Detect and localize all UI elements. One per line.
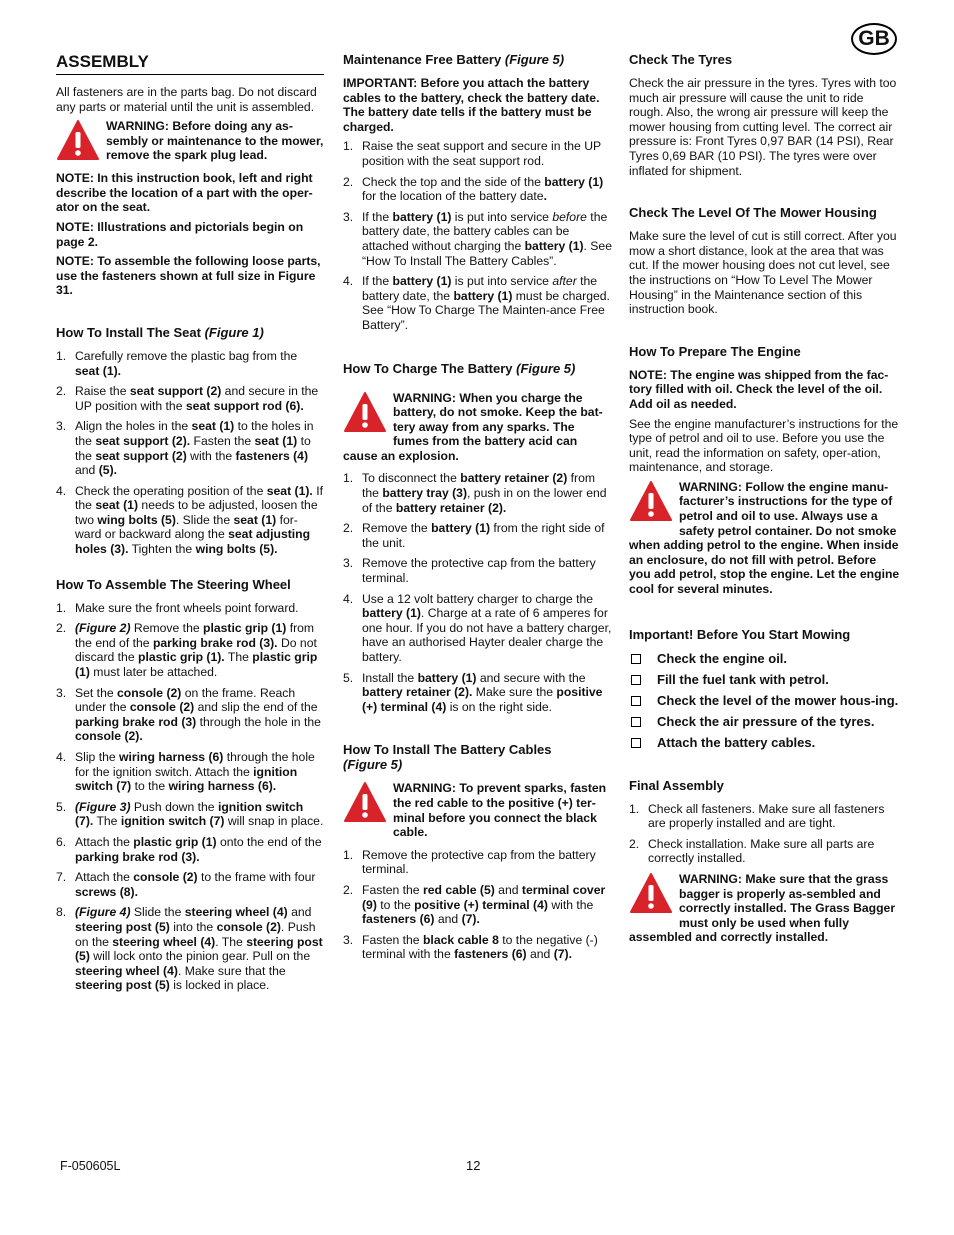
step-number: 5. xyxy=(56,799,67,814)
step-item: 8. (Figure 4) Slide the steering wheel (4) and steering post (5) into the console (2). Push on the steering wheel (4). The steering post (5) will lock onto the pinion gear. Pull on the steering wheel (4). Make sure that the steering post (5) is locked in place. xyxy=(56,905,323,993)
section-heading-cables: How To Install The Battery Cables (Figure 5) xyxy=(343,742,552,773)
step-number: 1. xyxy=(343,847,354,862)
checklist-item: Check the air pressure of the tyres. xyxy=(629,714,901,730)
step-number: 7. xyxy=(56,870,67,885)
checkbox-icon xyxy=(631,654,641,664)
section-heading-charge: How To Charge The Battery (Figure 5) xyxy=(343,360,576,376)
step-number: 1. xyxy=(629,801,640,816)
intro-text: All fasteners are in the parts bag. Do not discard any parts or material until the unit is assembled. xyxy=(56,85,317,114)
step-item: 2. Remove the battery (1) from the right side of the unit. xyxy=(343,521,605,550)
step-item: 2. Check installation. Make sure all parts are correctly installed. xyxy=(629,836,875,866)
checklist-item: Check the engine oil. xyxy=(629,651,901,667)
note-illustrations: NOTE: Illustrations and pictorials begin on page 2. xyxy=(56,219,304,249)
step-item: 3. Fasten the black cable 8 to the negative (-) terminal with the fasteners (6) and (7). xyxy=(343,932,598,962)
page-title: ASSEMBLY xyxy=(56,52,324,75)
step-item: 7. Attach the console (2) to the frame with four screws (8). xyxy=(56,870,316,899)
steering-steps xyxy=(56,601,324,993)
step-item: 1. Raise the seat support and secure in the UP position with the seat support rod. xyxy=(343,139,601,168)
step-number: 8. xyxy=(56,905,67,920)
warning-triangle-icon xyxy=(343,391,387,433)
warning-text: WARNING: Before doing any as-sembly or maintenance to the mower, remove the spark plug lead. xyxy=(106,119,324,163)
step-item: 4. Use a 12 volt battery charger to charge the battery (1). Charge at a rate of 6 amperes for one hour. If you do not have a battery charger, have an authorised Hayter dealer charge the battery. xyxy=(343,591,612,664)
step-item: 3. Remove the protective cap from the battery terminal. xyxy=(343,556,596,586)
charge-warning xyxy=(343,391,613,464)
final-warning xyxy=(629,872,901,945)
tyres-text: Check the air pressure in the tyres. Tyres with too much air pressure will cause the unit to ride rough. Also, the wrong air pressure will keep the mower housing from cutting level. The correct air pressure is: Front Tyres 0,97 BAR (14 PSI), Rear Tyres 0,69 BAR (10 PSI). The tyres were over inflated for shipment. xyxy=(629,76,897,178)
step-number: 1. xyxy=(343,471,354,486)
step-item: 2. (Figure 2) Remove the plastic grip (1) from the end of the parking brake rod (3). Do not discard the plastic grip (1). The plastic grip (1) must later be attached. xyxy=(56,621,318,680)
step-item: 3. Set the console (2) on the frame. Reach under the console (2) and slip the end of the parking brake rod (3) through the hole in the console (2). xyxy=(56,685,321,744)
page-number: 12 xyxy=(466,1158,481,1173)
document-code: F-050605L xyxy=(60,1159,121,1173)
warning-triangle-icon xyxy=(343,781,387,823)
column-1 xyxy=(56,52,324,999)
section-heading-level: Check The Level Of The Mower Housing xyxy=(629,205,877,221)
step-number: 1. xyxy=(56,348,67,363)
step-item: 5. (Figure 3) Push down the ignition switch (7). The ignition switch (7) will snap in place. xyxy=(56,799,324,829)
step-number: 4. xyxy=(56,483,67,498)
section-heading-final: Final Assembly xyxy=(629,777,724,793)
step-number: 3. xyxy=(343,556,354,571)
step-number: 2. xyxy=(343,521,354,536)
step-number: 3. xyxy=(343,932,354,947)
step-item: 1. Check all fasteners. Make sure all fasteners are properly installed and are tight. xyxy=(629,801,885,831)
step-item: 1. Make sure the front wheels point forward. xyxy=(56,600,299,615)
charge-steps xyxy=(343,471,613,714)
language-badge-text: GB xyxy=(858,27,890,50)
step-item: 4. Slip the wiring harness (6) through the hole for the ignition switch. Attach the ignition switch (7) to the wiring harness (6). xyxy=(56,750,315,794)
step-number: 3. xyxy=(56,685,67,700)
step-number: 5. xyxy=(343,670,354,685)
step-item: 5. Install the battery (1) and secure with the battery retainer (2). Make sure the positive (+) terminal (4) is on the right side. xyxy=(343,670,603,714)
cables-warning-text: WARNING: To prevent sparks, fasten the red cable to the positive (+) ter-minal before you connect the black cable. xyxy=(393,781,607,840)
step-number: 3. xyxy=(343,209,354,224)
step-item: 4. Check the operating position of the seat (1). If the seat (1) needs to be adjusted, loosen the two wing bolts (5). Slide the seat (1) for-ward or backward along the seat adjusting holes (3). Tighten the wing bolts (5). xyxy=(56,483,323,557)
checkbox-icon xyxy=(631,696,641,706)
step-number: 2. xyxy=(629,836,640,851)
step-item: 2. Raise the seat support (2) and secure in the UP position with the seat support rod (6). xyxy=(56,384,319,413)
step-item: 2. Fasten the red cable (5) and terminal cover (9) to the positive (+) terminal (4) with the fasteners (6) and (7). xyxy=(343,882,606,927)
final-warning-text: WARNING: Make sure that the grass bagger is properly as-sembled and correctly installed. The Grass Bagger must only be used when fully assembled and correctly installed. xyxy=(629,872,896,945)
checklist-item: Attach the battery cables. xyxy=(629,735,901,751)
section-heading-seat: How To Install The Seat (Figure 1) xyxy=(56,324,264,340)
section-heading-engine: How To Prepare The Engine xyxy=(629,343,801,359)
step-number: 2. xyxy=(343,882,354,897)
note-left-right: NOTE: In this instruction book, left and right describe the location of a part with the oper-ator on the seat. xyxy=(56,171,313,215)
engine-warning xyxy=(629,480,901,597)
step-number: 2. xyxy=(56,621,67,636)
section-heading-steering: How To Assemble The Steering Wheel xyxy=(56,576,291,592)
note-fasteners: NOTE: To assemble the following loose parts, use the fasteners shown at full size in Figure 31. xyxy=(56,254,321,298)
checklist-item: Check the level of the mower hous-ing. xyxy=(629,693,901,709)
step-number: 2. xyxy=(343,174,354,189)
section-heading-tyres: Check The Tyres xyxy=(629,52,733,67)
step-item: 3. If the battery (1) is put into service before the battery date, the battery cables can be attached without charging the battery (1). See “How To Install The Battery Cables”. xyxy=(343,209,612,268)
step-item: 1. To disconnect the battery retainer (2) from the battery tray (3), push in on the lower end of the battery retainer (2). xyxy=(343,471,607,515)
step-number: 3. xyxy=(56,419,67,434)
cables-steps xyxy=(343,848,613,962)
battery-steps xyxy=(343,139,613,332)
checklist xyxy=(629,651,901,751)
checkbox-icon xyxy=(631,738,641,748)
final-steps xyxy=(629,802,901,866)
step-number: 6. xyxy=(56,834,67,849)
column-2 xyxy=(343,52,613,968)
checkbox-icon xyxy=(631,675,641,685)
cables-warning xyxy=(343,781,613,839)
engine-warning-text: WARNING: Follow the engine manu-facturer’s instructions for the type of petrol and oil to use. Always use a safety petrol container. Do not smoke when adding petrol to the engine. When inside an enclosure, do not fill with petrol. Before you add petrol, stop the engine. Let the engine cool for several minutes. xyxy=(629,479,900,597)
step-item: 2. Check the top and the side of the battery (1) for the location of the battery date. xyxy=(343,174,604,204)
step-item: 1. Carefully remove the plastic bag from the seat (1). xyxy=(56,348,298,378)
engine-text: See the engine manufacturer’s instructions for the type of petrol and oil to use. Before you use the unit, read the information on safety, oper-ation, maintenance, and storage. xyxy=(629,416,899,475)
column-3 xyxy=(629,52,901,953)
language-badge xyxy=(851,23,897,55)
step-number: 2. xyxy=(56,384,67,399)
warning-triangle-icon xyxy=(629,872,673,914)
step-item: 4. If the battery (1) is put into service after the battery date, the battery (1) must be charged. See “How To Charge The Mainten-ance Free Battery”. xyxy=(343,274,610,332)
step-number: 1. xyxy=(343,139,354,154)
checkbox-icon xyxy=(631,717,641,727)
step-number: 4. xyxy=(56,750,67,764)
step-item: 6. Attach the plastic grip (1) onto the end of the parking brake rod (3). xyxy=(56,834,322,864)
battery-important: IMPORTANT: Before you attach the battery cables to the battery, check the battery date. The battery date tells if the battery must be charged. xyxy=(343,76,600,134)
section-heading-battery: Maintenance Free Battery (Figure 5) xyxy=(343,52,565,67)
step-number: 1. xyxy=(56,600,67,615)
section-heading-important: Important! Before You Start Mowing xyxy=(629,626,851,642)
warning-block xyxy=(56,119,324,163)
engine-note: NOTE: The engine was shipped from the fac-tory filled with oil. Check the level of the oil. Add oil as needed. xyxy=(629,367,889,411)
seat-steps xyxy=(56,349,324,557)
level-text: Make sure the level of cut is still correct. After you mow a short distance, look at the area that was cut. If the mower housing does not cut level, see the instructions on “How To Level The Mower Housing” in the Maintenance section of this instruction book. xyxy=(629,229,897,317)
step-item: 3. Align the holes in the seat (1) to the holes in the seat support (2). Fasten the seat (1) to the seat support (2) with the fasteners (4) and (5). xyxy=(56,419,314,478)
step-item: 1. Remove the protective cap from the battery terminal. xyxy=(343,847,596,877)
checklist-item: Fill the fuel tank with petrol. xyxy=(629,672,901,688)
step-number: 4. xyxy=(343,591,354,606)
warning-triangle-icon xyxy=(56,119,100,161)
warning-triangle-icon xyxy=(629,480,673,522)
charge-warning-text: WARNING: When you charge the battery, do not smoke. Keep the bat-tery away from any sparks. The fumes from the battery acid can cause an explosion. xyxy=(343,390,603,463)
step-number: 4. xyxy=(343,274,354,289)
